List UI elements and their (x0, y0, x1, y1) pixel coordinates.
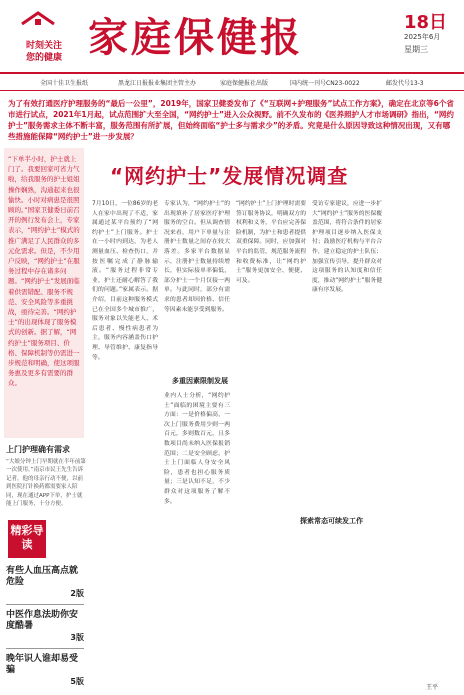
left-column (4, 148, 86, 689)
article-subheading-1: 多重因素限制发展 (172, 377, 228, 385)
date-box (398, 8, 460, 66)
promo-item-title: 有些人血压高点就危险 (6, 566, 79, 587)
info-item-3: 家庭保健报社出版 (220, 80, 269, 87)
date-day: 18日 (404, 12, 448, 33)
newspaper-title: 家庭保健报 (88, 14, 303, 61)
lead-paragraph: 为了有效打通医疗护理服务的“最后一公里”，2019年，国家卫健委发布了《“互联网+护理服务”试点工作方案》，确定在北京等6个省市进行试点，2021年1月起，试点范围扩大至全国，“网约护士”进入公众视野。前不久发布的《医养照护人才市场调研》指出，“网约护士”服务需求主体不断丰富，服务范围有所扩展，但始终面临“护士多与需求少”的矛盾。究竟是什么原因导致这种情况出现，又有哪些措施能保障“网约护士”进一步发展？ (8, 99, 454, 141)
promo-tag: 精彩导读 (8, 520, 46, 558)
side-text: “大娘分钟上门早期就在半年前第一次使用。”南京市民王先生告诉记者，他的母亲行动不便，以前到医院打针换药都需要家人陪同，现在通过APP下单，护士就能上门服务，十分方便。 (6, 459, 86, 508)
promo-item-title: 中医作息法助你安度酷暑 (6, 610, 79, 631)
article-column-5: 受访专家建议，应进一步扩大“网约护士”服务的医保覆盖范围，将符合条件的居家护理项目逐步纳入医保支付；鼓励医疗机构与平台合作，建立稳定的护士队伍；加强宣传引导，提升群众对这项服务的认知度和信任度，推动“网约护士”服务健康有序发展。 (312, 201, 382, 294)
quote-box (4, 148, 84, 438)
date-month: 2025年6月 (404, 33, 441, 41)
article-column-1: 7月10日，一位86岁的老人在家中出现了不适，家属通过某平台预约了“网约护士”上门服务。护士在一小时内到达，为老人测量血压、检查伤口，并按医嘱完成了静脉输液。“服务过程非常专业，护士还耐心解答了我们的问题。”家属表示。据介绍，目前这种服务模式已在全国多个城市推广，服务对象以失能老人、术后患者、慢性病患者为主，服务内容涵盖伤口护理、导管维护、康复指导等。 (92, 201, 158, 361)
masthead-divider (0, 72, 464, 74)
promo-item-3[interactable] (6, 654, 84, 686)
promo-item-2[interactable] (6, 610, 84, 642)
article-subheading-2: 探索常态可续发工作 (300, 517, 363, 525)
info-item-4: 国内统一刊号CN23-0022 (290, 80, 360, 87)
promo-item-page: 3版 (70, 633, 84, 642)
masthead (0, 0, 464, 104)
promo-item-page: 2版 (70, 589, 84, 598)
promo-divider (6, 648, 84, 649)
side-heading: 上门护理确有需求 (6, 445, 70, 454)
slogan (14, 40, 74, 64)
promo-box (4, 520, 86, 689)
info-item-2: 黑龙江日报报业集团主管主办 (118, 80, 197, 87)
slogan-line-1: 时刻关注 (25, 41, 62, 51)
logo (8, 10, 68, 68)
article-headline: “网约护士”发展情况调查 (110, 164, 349, 188)
quote-text: “下单半小时，护士就上门了。我要回家可省力气啦，给我服务的护士姐姐操作娴熟，沟通起来也很愉快。小时对病患是很照顾的。”国家卫健委日前召开的例行发布会上，专家表示，“网约护士”模式的推广满足了人民群众的多元化需求。但是，不少用户反映，“网约护士”在服务过程中存在诸多问题。“网约护士”发展面临着供需错配、服务不规范、安全风险等多重挑战，亟待完善。“网约护士”的出现体现了服务模式的创新。据了解，“网约护士”服务项目、价格、保障机制等仍需进一步规范和明确，使这项服务惠及更多有需要的群众。 (8, 155, 80, 388)
promo-divider (6, 604, 84, 605)
slogan-line-2: 您的健康 (25, 53, 62, 63)
info-bar (0, 76, 464, 88)
date-weekday: 星期三 (404, 45, 428, 54)
promo-item-page: 5版 (70, 677, 84, 686)
article-byline: 王平 (426, 684, 439, 691)
info-divider (0, 90, 464, 91)
info-item-5: 邮发代号13-3 (386, 80, 424, 87)
article-column-2: 专家认为，“网约护士”的出现填补了居家医疗护理服务的空白。但从调查情况来看，用户下单量与注册护士数量之间存在较大落差。多家平台数据显示，注册护士数量持续增长，但实际接单率偏低，部分护士一个月仅接一两单。与此同时，部分有需求的患者却因价格、信任等因素未能享受到服务。 (164, 201, 230, 313)
house-logo-icon (18, 10, 58, 34)
info-item-1: 全国十佳卫生报纸 (40, 80, 89, 87)
article-column-4: “网约护士”上门护理时需要签订服务协议，明确双方的权利和义务，平台应完善保险机制，为护士和患者提供双重保障。同时，应加强对平台的监管，规范服务流程和收费标准，让“网约护士”服务更加安全、便捷、可及。 (236, 201, 306, 284)
promo-item-title: 晚年识人谁却易受骗 (6, 654, 79, 675)
article-column-3: 业内人士分析，“网约护士”面临的困境主要有三方面：一是价格偏高，一次上门服务费用少则一两百元，多则数百元，且多数项目尚未纳入医保报销范围；二是安全顾虑，护士上门面临人身安全风险，患者也担心服务质量；三是认知不足，不少群众对这项服务了解不多。 (164, 393, 230, 505)
promo-item-1[interactable] (6, 566, 84, 598)
